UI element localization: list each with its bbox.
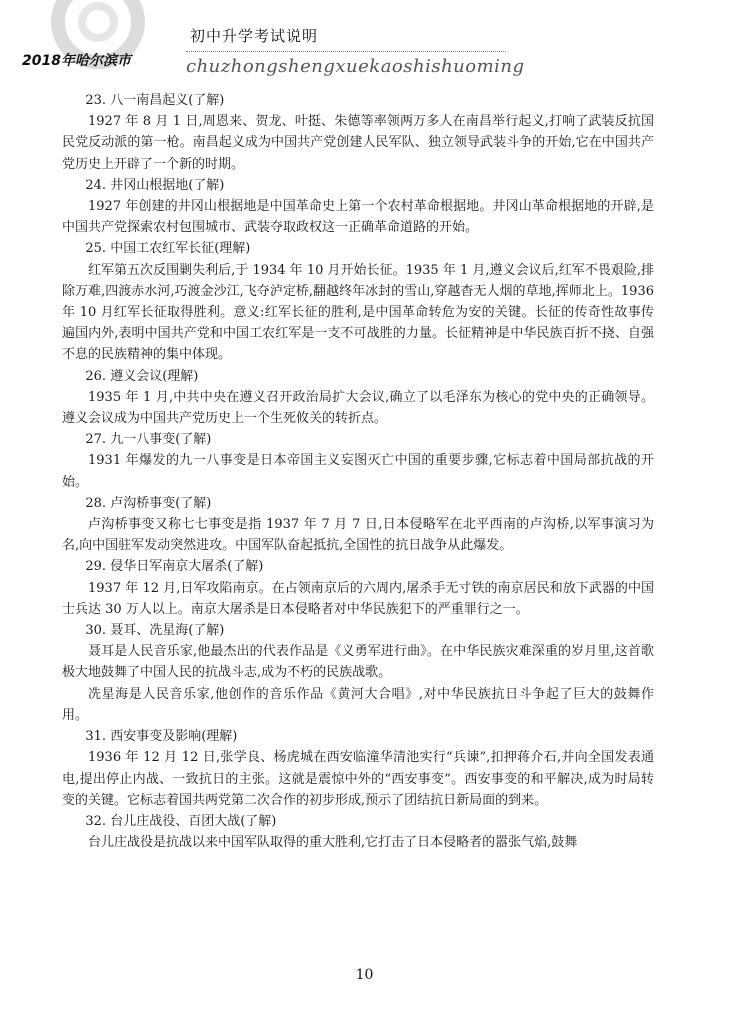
section-paragraph: 红军第五次反围剿失利后,于 1934 年 10 月开始长征。1935 年 1 月,遵义会议后,红军不畏艰险,排除万难,四渡赤水河,巧渡金沙江,飞夺泸定桥,翻越终年冰封的雪山,穿越杳无人烟的草地,挥师北上。1936 年 10 月红军长征取得胜利。意义:红军长征的胜利,是中国革命转危为安的关键。长征的传奇性故事传遍国内外,表明中国共产党和中国工农红军是一支不可战胜的力量。长征精神是中华民族百折不挠、自强不息的民族精神的集中体现。: [62, 262, 654, 363]
header-title: 初中升学考试说明: [190, 27, 319, 45]
section-paragraph: 台儿庄战役是抗战以来中国军队取得的重大胜利,它打击了日本侵略者的嚣张气焰,鼓舞: [88, 835, 578, 851]
section-heading: 27. 九一八事变(了解): [85, 432, 212, 448]
section-heading: 29. 侵华日军南京大屠杀(了解): [85, 559, 264, 575]
section-paragraph: 1927 年创建的井冈山根据地是中国革命史上第一个农村革命根据地。井冈山革命根据地的开辟,是中国共产党探索农村包围城市、武装夺取政权这一正确革命道路的开始。: [62, 199, 654, 236]
section-paragraph: 1937 年 12 月,日军攻陷南京。在占领南京后的六周内,屠杀手无寸铁的南京居民和放下武器的中国士兵达 30 万人以上。南京大屠杀是日本侵略者对中华民族犯下的严重罪行之一。: [62, 580, 654, 617]
section-paragraph: 卢沟桥事变又称七七事变是指 1937 年 7 月 7 日,日本侵略军在北平西南的卢沟桥,以军事演习为名,向中国驻军发动突然进攻。中国军队奋起抵抗,全国性的抗日战争从此爆发。: [62, 517, 654, 554]
section-paragraph: 1931 年爆发的九一八事变是日本帝国主义妄图灭亡中国的重要步骤,它标志着中国局部抗战的开始。: [62, 453, 654, 490]
section-paragraph: 冼星海是人民音乐家,他创作的音乐作品《黄河大合唱》,对中华民族抗日斗争起了巨大的鼓舞作用。: [62, 686, 654, 723]
section-heading: 25. 中国工农红军长征(理解): [85, 241, 251, 257]
header-divider: [186, 51, 506, 52]
body-text: [62, 90, 654, 853]
section-heading: 28. 卢沟桥事变(了解): [85, 495, 212, 511]
header-pinyin: chuzhongshengxuekaoshishuoming: [186, 56, 525, 77]
section-heading: 30. 聂耳、冼星海(了解): [85, 623, 225, 639]
section-heading: 24. 井冈山根据地(了解): [85, 177, 225, 193]
section-paragraph: 聂耳是人民音乐家,他最杰出的代表作品是《义勇军进行曲》。在中华民族灾难深重的岁月里,这首歌极大地鼓舞了中国人民的抗战斗志,成为不朽的民族战歌。: [62, 644, 654, 681]
header-year-city-badge: 2018年哈尔滨市: [22, 53, 131, 69]
section-paragraph: 1936 年 12 月 12 日,张学良、杨虎城在西安临潼华清池实行“兵谏”,扣押蒋介石,并向全国发表通电,提出停止内战、一致抗日的主张。这就是震惊中外的“西安事变”。西安事变的和平解决,成为时局转变的关键。它标志着国共两党第二次合作的初步形成,预示了团结抗日新局面的到来。: [62, 750, 654, 808]
page-number: 10: [355, 967, 374, 983]
section-heading: 26. 遵义会议(理解): [85, 368, 199, 384]
section-heading: 32. 台儿庄战役、百团大战(了解): [85, 813, 277, 829]
section-heading: 31. 西安事变及影响(理解): [85, 729, 238, 745]
section-paragraph: 1927 年 8 月 1 日,周恩来、贺龙、叶挺、朱德等率领两万多人在南昌举行起义,打响了武装反抗国民党反动派的第一枪。南昌起义成为中国共产党创建人民军队、独立领导武装斗争的开始,它在中国共产党历史上开辟了一个新的时期。: [62, 114, 654, 172]
section-paragraph: 1935 年 1 月,中共中央在遵义召开政治局扩大会议,确立了以毛泽东为核心的党中央的正确领导。遵义会议成为中国共产党历史上一个生死攸关的转折点。: [62, 389, 654, 427]
section-heading: 23. 八一南昌起义(了解): [85, 93, 225, 108]
